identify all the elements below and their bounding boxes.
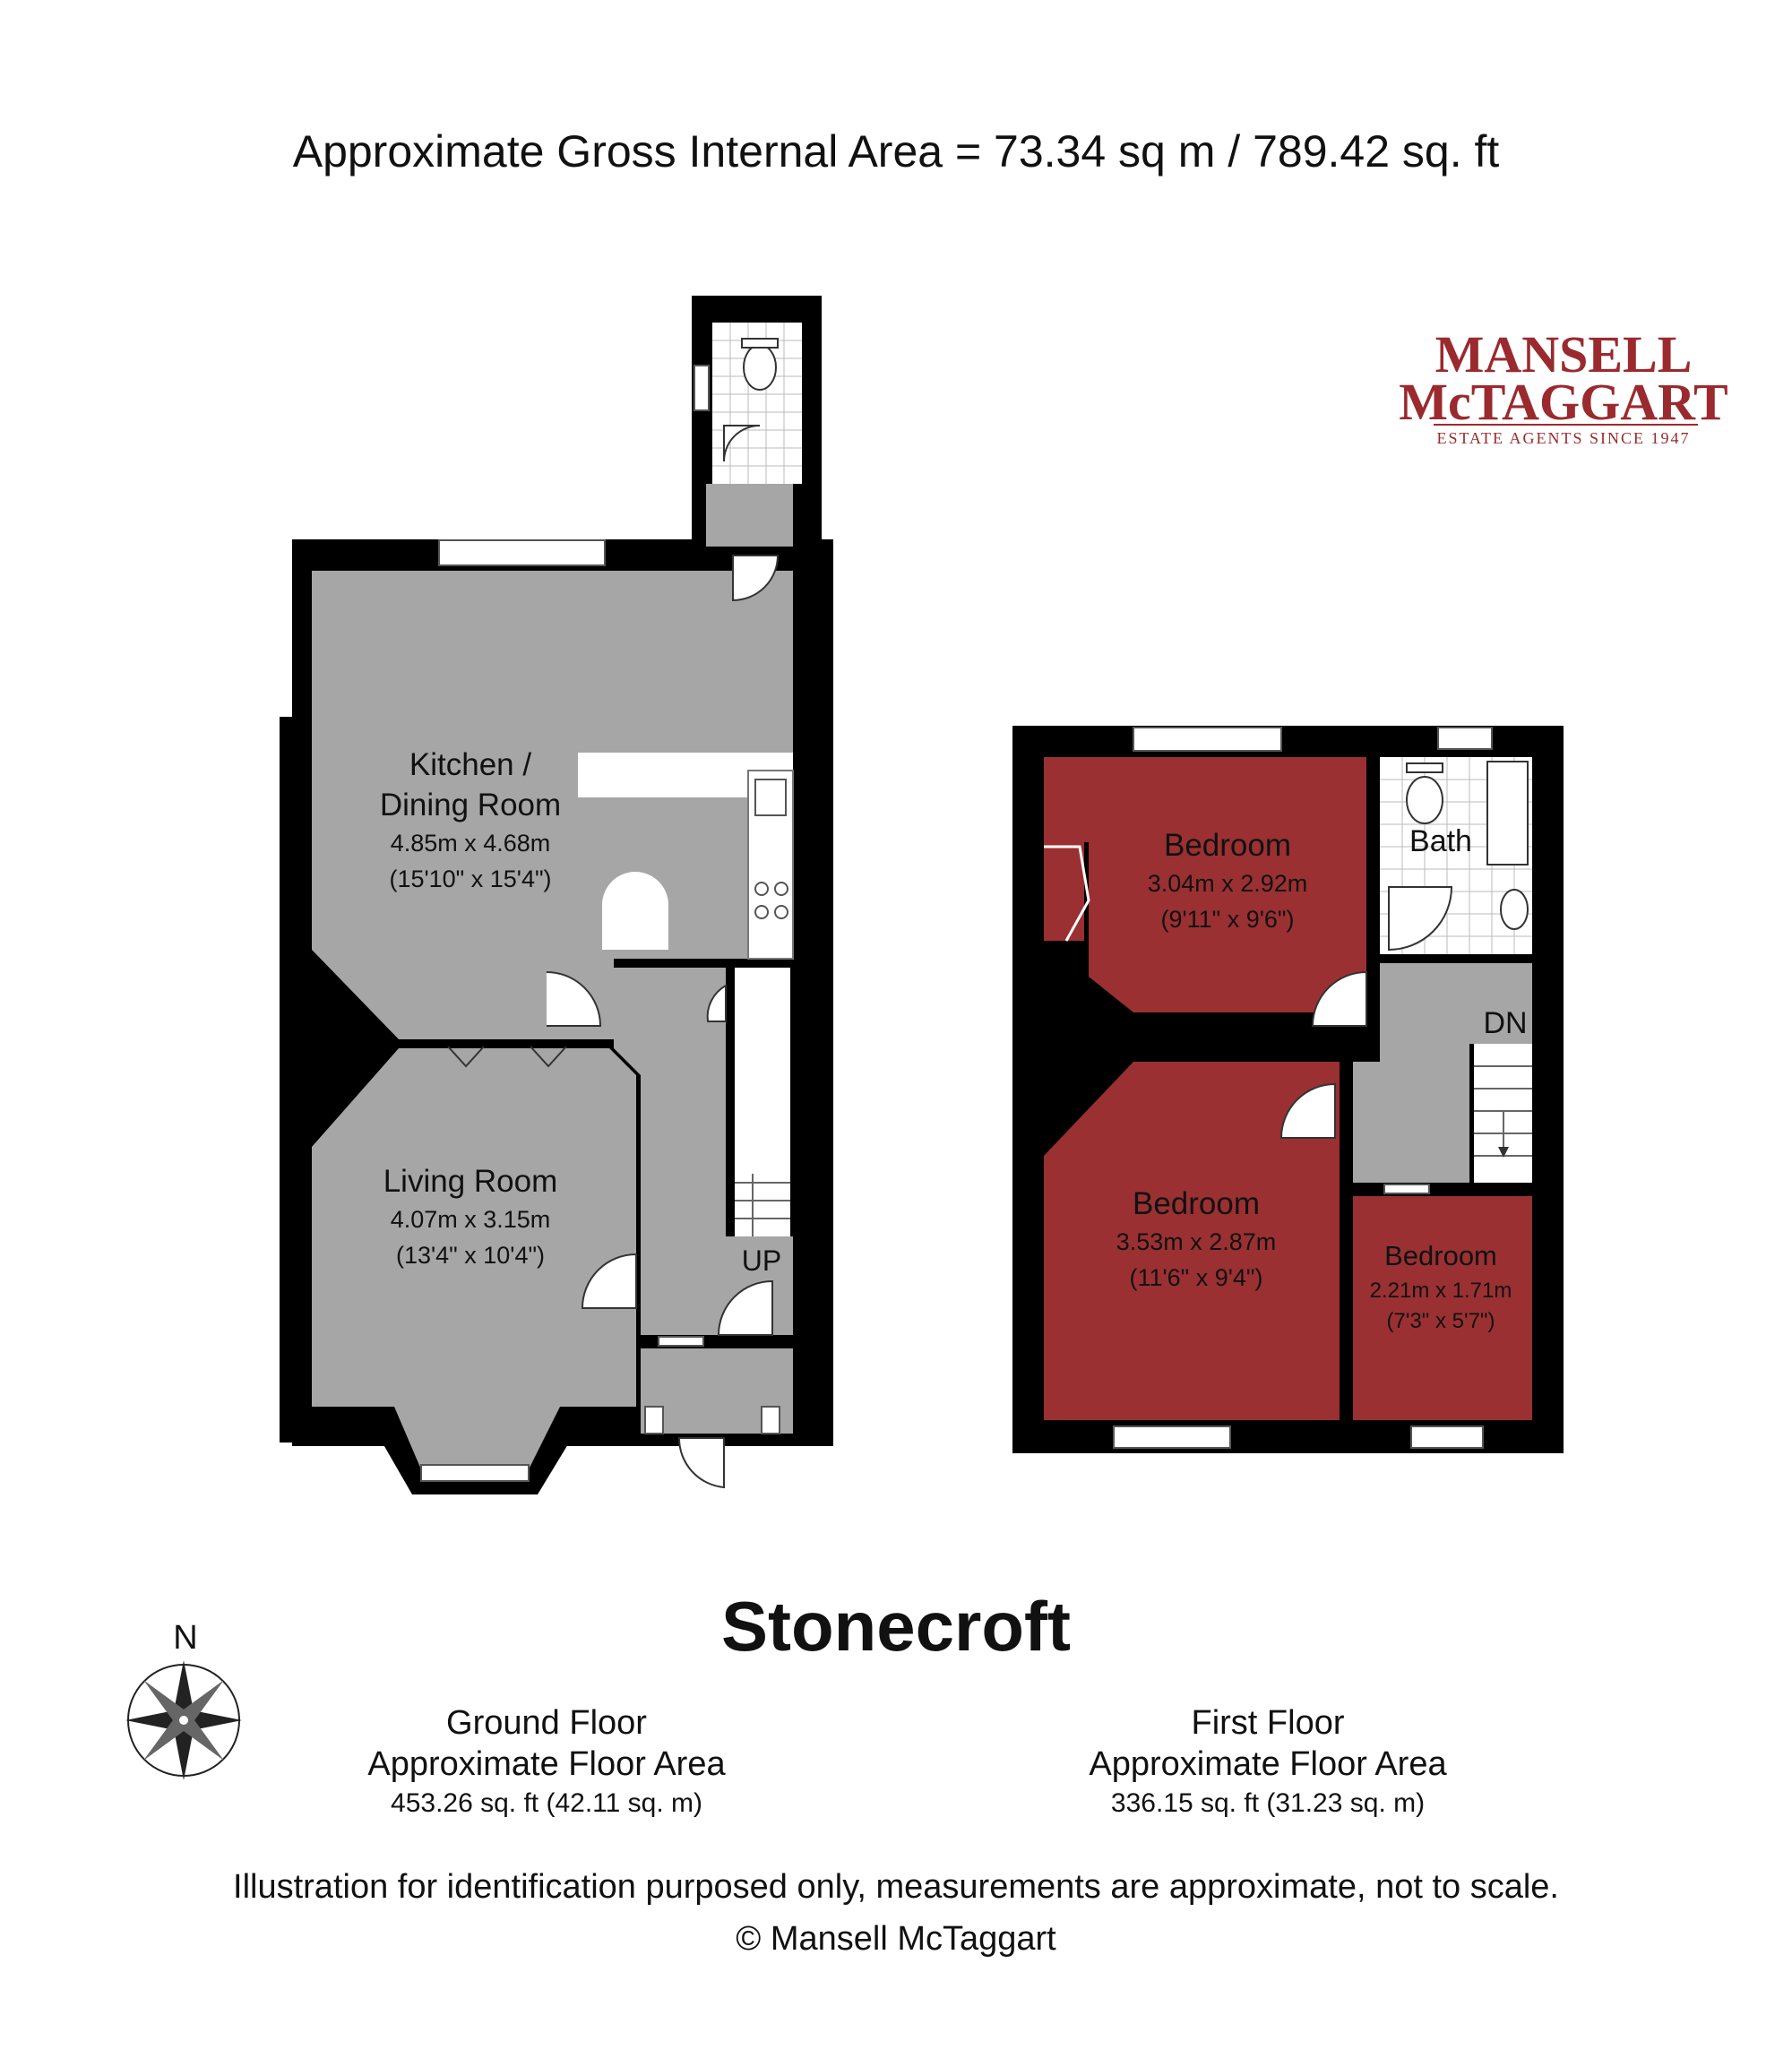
- ground-floor-summary: [233, 1702, 860, 1822]
- bedroom-3-label: Bedroom: [1384, 1240, 1497, 1271]
- first-floor-area: 336.15 sq. ft (31.23 sq. m): [1110, 1788, 1426, 1818]
- bedroom-3-floor: [1353, 1196, 1532, 1420]
- kitchen-island: [602, 872, 668, 950]
- kitchen-metric: 4.85m x 4.68m: [390, 830, 551, 857]
- wc-toilet: [744, 345, 776, 390]
- bay-window-front: [421, 1465, 529, 1481]
- kitchen-imperial: (15'10" x 15'4"): [389, 866, 552, 892]
- logo-line2: McTAGGART: [1399, 373, 1728, 431]
- logo-tagline: ESTATE AGENTS SINCE 1947: [1436, 429, 1691, 447]
- ground-stairs-label: UP: [741, 1245, 782, 1277]
- first-floor-summary: [954, 1702, 1581, 1822]
- first-floor-area-label: Approximate Floor Area: [1089, 1745, 1447, 1783]
- kitchen-window: [439, 540, 605, 565]
- ground-left-wall-strip: [280, 717, 297, 1443]
- rear-lobby-floor: [706, 484, 793, 547]
- ground-floor-area: 453.26 sq. ft (42.11 sq. m): [391, 1788, 702, 1818]
- first-floor-name: First Floor: [1191, 1704, 1345, 1742]
- mansell-mctaggart-logo: [1399, 325, 1727, 447]
- property-name: Stonecroft: [721, 1587, 1071, 1666]
- bedroom-2-label: Bedroom: [1132, 1186, 1261, 1221]
- copyright: © Mansell McTaggart: [736, 1920, 1056, 1958]
- washbasin: [1501, 890, 1528, 929]
- kitchen-label-1: Kitchen /: [409, 747, 532, 782]
- kitchen-label-2: Dining Room: [379, 788, 562, 822]
- logo-line1: MANSELL: [1434, 325, 1693, 383]
- living-room-metric: 4.07m x 3.15m: [390, 1206, 551, 1233]
- bedroom-2-metric: 3.53m x 2.87m: [1116, 1228, 1277, 1255]
- first-stairs-label: DN: [1483, 1006, 1528, 1040]
- ground-floor-name: Ground Floor: [446, 1704, 647, 1742]
- bedroom-1-imperial: (9'11" x 9'6"): [1160, 906, 1295, 933]
- ground-floor-area-label: Approximate Floor Area: [367, 1745, 726, 1783]
- compass-north-label: N: [173, 1619, 198, 1657]
- bath-label: Bath: [1409, 824, 1472, 858]
- gross-internal-area: Approximate Gross Internal Area = 73.34 sq m / 789.42 sq. ft: [292, 126, 1500, 177]
- bedroom-3-imperial: (7'3" x 5'7"): [1386, 1309, 1495, 1333]
- front-door: [679, 1438, 724, 1487]
- bedroom-3-metric: 2.21m x 1.71m: [1369, 1279, 1512, 1303]
- bedroom-1-metric: 3.04m x 2.92m: [1147, 870, 1308, 897]
- ground-floor-plan: [280, 296, 833, 1494]
- living-room-imperial: (13'4" x 10'4"): [395, 1242, 546, 1269]
- bedroom-2-imperial: (11'6" x 9'4"): [1129, 1264, 1263, 1291]
- first-floor-plan: [1012, 726, 1564, 1453]
- wc-window: [694, 366, 709, 410]
- disclaimer: Illustration for identification purposed only, measurements are approximate, not to scale.: [233, 1868, 1559, 1906]
- living-room-label: Living Room: [383, 1164, 558, 1199]
- bathtub: [1487, 762, 1528, 865]
- kitchen-sink: [755, 779, 786, 815]
- ground-stairs: [735, 968, 790, 1236]
- bedroom-1-label: Bedroom: [1163, 828, 1292, 863]
- bath-toilet: [1407, 777, 1443, 823]
